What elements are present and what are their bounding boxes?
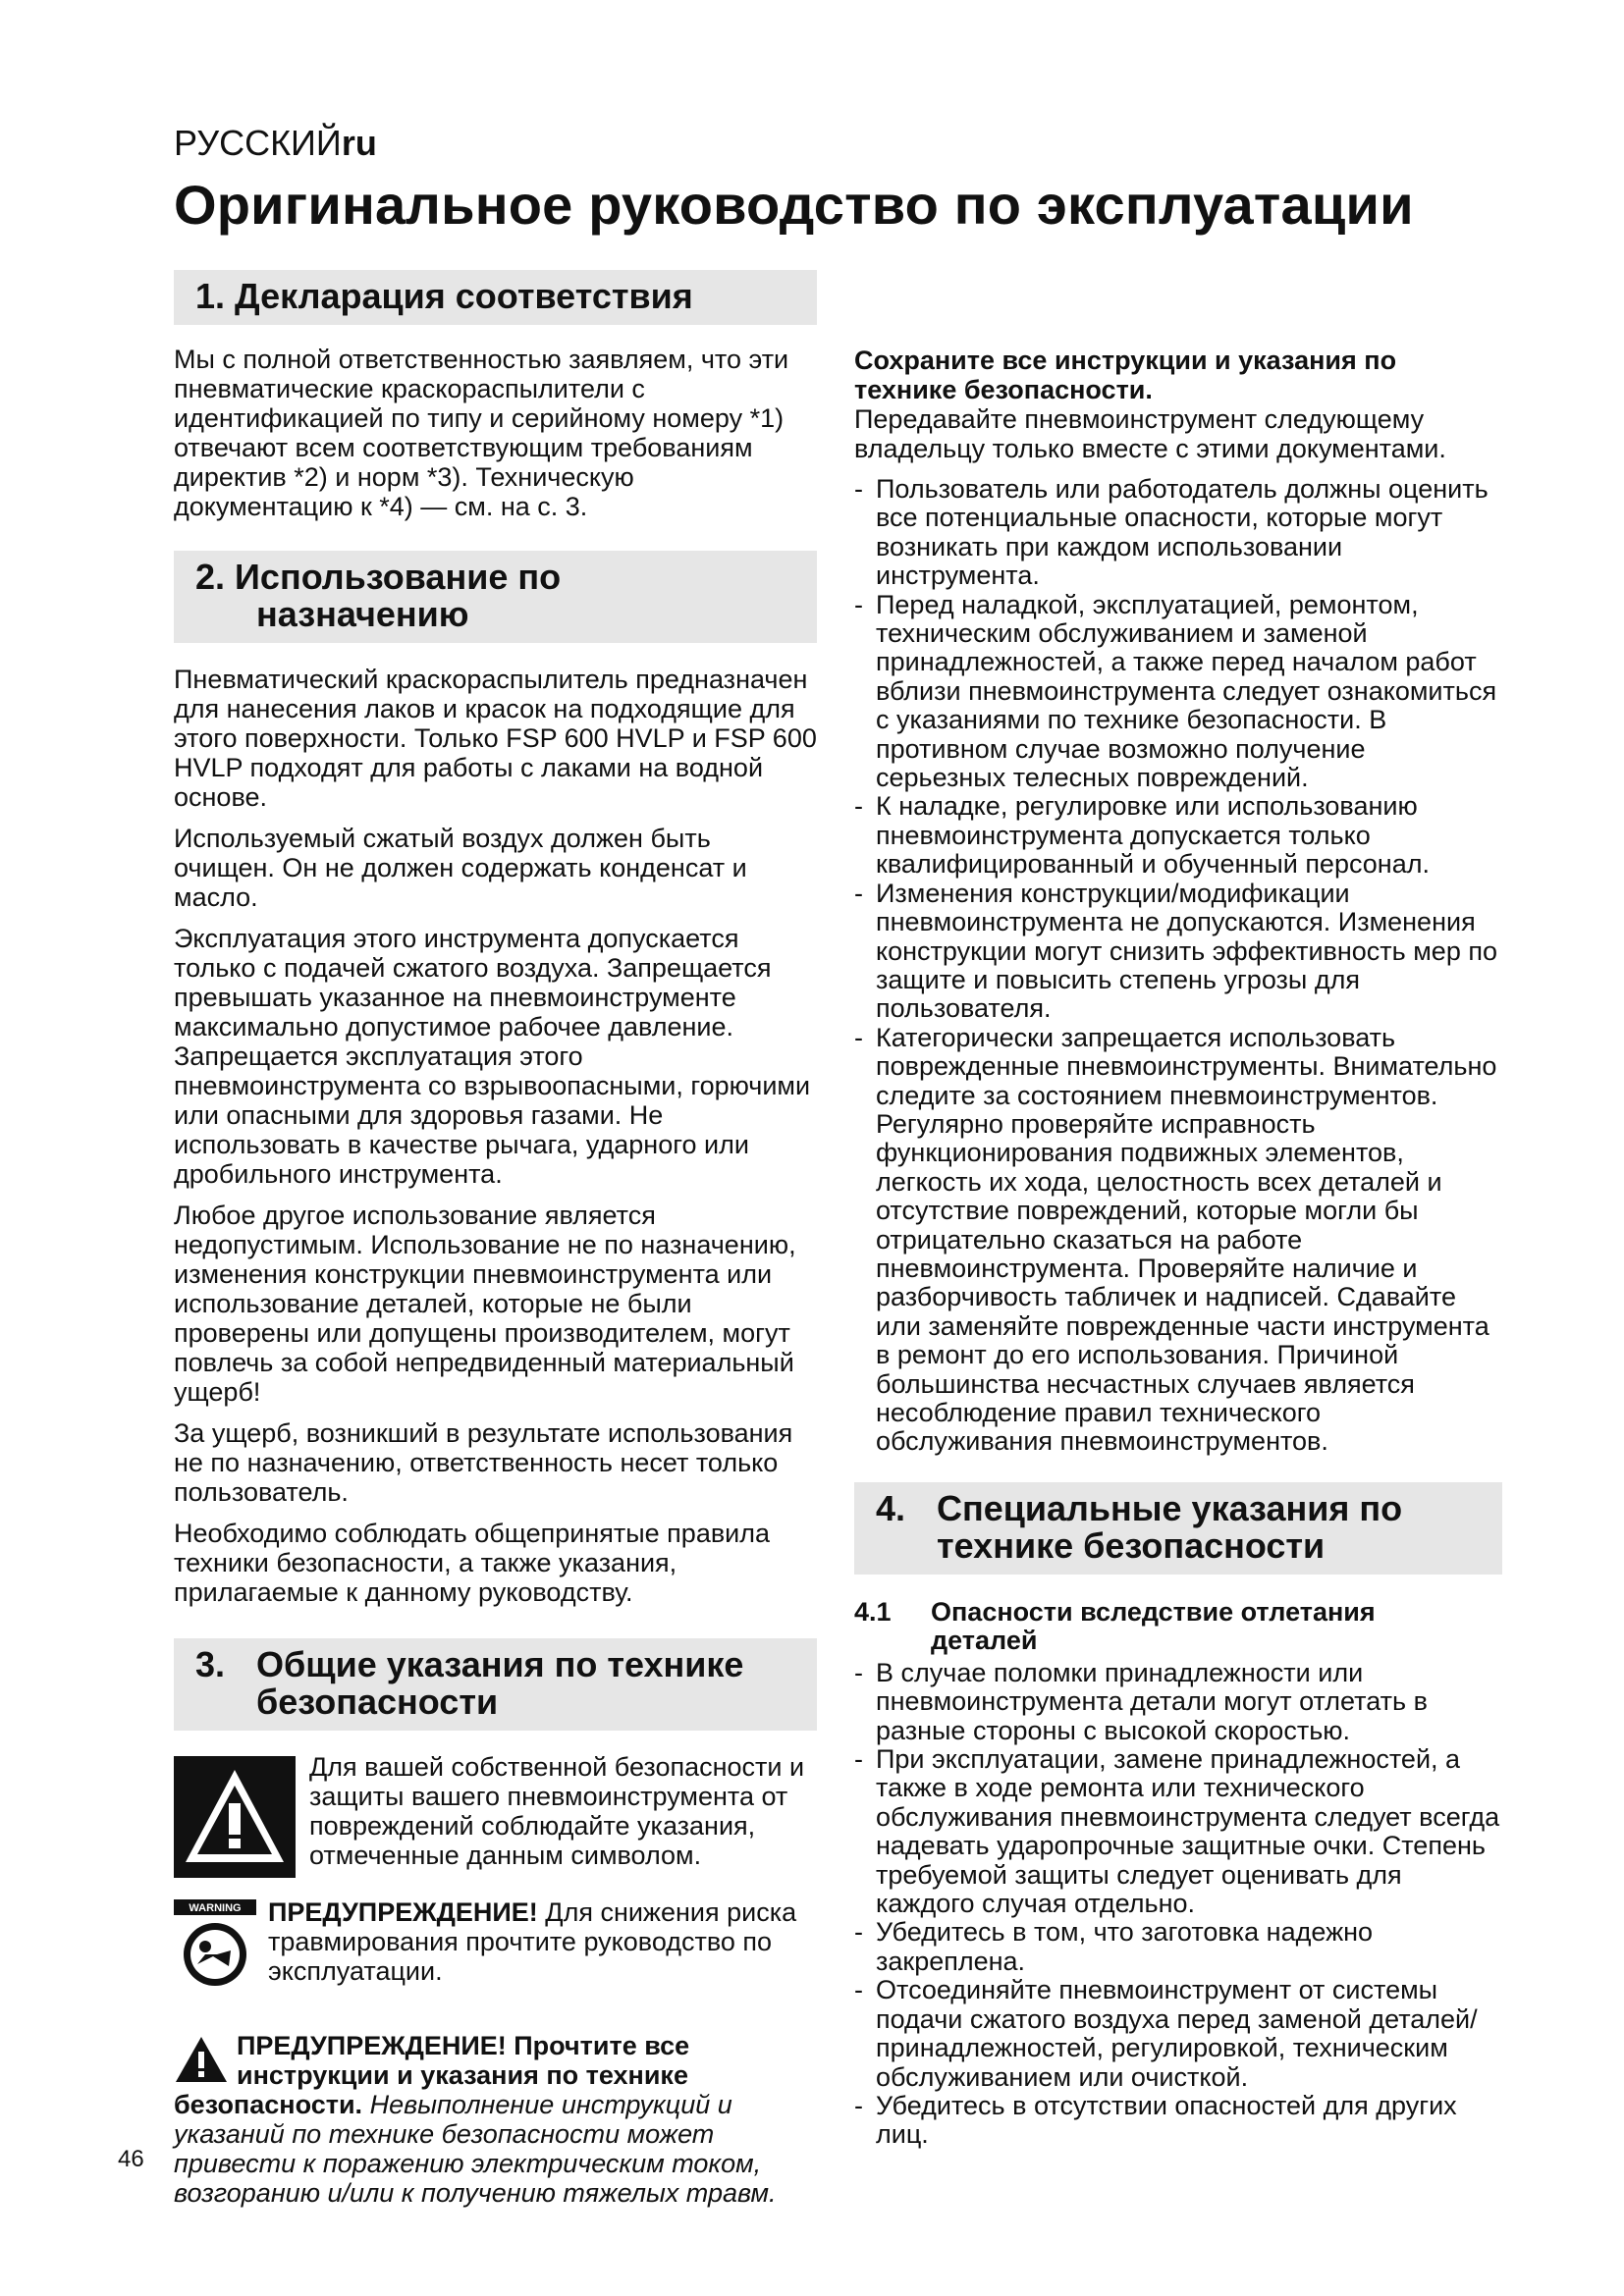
list-item: - Изменения конструкции/модификации пневмоинструмента не допускаются. Изменения конструкции могут снизить эффективность мер по защите и повысить степень угрозы для пользователя. bbox=[854, 880, 1502, 1024]
list-item: - Убедитесь в том, что заготовка надежно закреплена. bbox=[854, 1918, 1502, 1976]
page-title: Оригинальное руководство по эксплуатации bbox=[174, 174, 1414, 236]
warning-triangle-icon bbox=[174, 1756, 296, 1878]
safety-symbol-text: Для вашей собственной безопасности и защиты вашего пневмоинструмента от повреждений соблюдайте указания, отмеченные данным символом. bbox=[309, 1752, 805, 1870]
warning-triangle-icon bbox=[174, 2035, 229, 2084]
language-label bbox=[174, 123, 377, 163]
page-number: 46 bbox=[118, 2146, 144, 2172]
right-column bbox=[854, 267, 1502, 2150]
paragraph: Мы с полной ответственностью заявляем, что эти пневматические краскораспылители с идентификацией по типу и серийному номеру *1) отвечают всем соответствующим требованиям директив *2) и норм *3). Техническую документацию к *4) — см. на с. 3. bbox=[174, 345, 789, 521]
section-number: 1. bbox=[195, 276, 226, 316]
paragraph: Любое другое использование является недопустимым. Использование не по назначению, изменения конструкции пневмоинструмента или использование деталей, которые не были проверены или допущены производителем, могут повлечь за собой непредвиденный материальный ущерб! bbox=[174, 1201, 796, 1407]
paragraph: Передавайте пневмоинструмент следующему владельцу только вместе с этими документами. bbox=[854, 404, 1446, 463]
section-1-heading bbox=[174, 270, 817, 325]
warning-italic: Невыполнение инструкций и указаний по технике безопасности может привести к поражению электрическим током, возгоранию и/или к получению тяжелых травм. bbox=[174, 2090, 777, 2208]
subsection-4-1-heading bbox=[854, 1598, 1502, 1655]
keep-instructions-title: Сохраните все инструкции и указания по технике безопасности. bbox=[854, 346, 1397, 404]
subsection-number: 4.1 bbox=[854, 1596, 892, 1627]
read-manual-warning bbox=[174, 1897, 817, 1986]
list-item: - К наладке, регулировке или использованию пневмоинструмента допускается только квалифицированный и обученный персонал. bbox=[854, 792, 1502, 879]
section-number: 3. bbox=[195, 1644, 226, 1684]
list-item: - Убедитесь в отсутствии опасностей для других лиц. bbox=[854, 2092, 1502, 2150]
section-title-line: Специальные указания по bbox=[937, 1487, 1403, 1528]
left-column bbox=[174, 270, 817, 2208]
list-item: - В случае поломки принадлежности или пневмоинструмента детали могут отлетать в разные стороны с высокой скоростью. bbox=[854, 1659, 1502, 1745]
read-manual-icon bbox=[174, 1899, 256, 1990]
paragraph: Пневматический краскораспылитель предназначен для нанесения лаков и красок на подходящие для этого поверхности. Только FSP 600 HVLP и FSP 600 HVLP подходят для работы с лаками на водной основе. bbox=[174, 665, 817, 812]
list-item: - Перед наладкой, эксплуатацией, ремонтом, техническим обслуживанием и заменой принадлежностей, а также перед началом работ вблизи пневмоинструмента следует ознакомиться с указаниями по технике безопасности. В противном случае возможно получение серьезных телесных повреждений. bbox=[854, 591, 1502, 793]
subsection-title-line: деталей bbox=[931, 1625, 1038, 1655]
flying-parts-list bbox=[854, 1659, 1502, 2150]
section-title-line: технике безопасности bbox=[937, 1524, 1326, 1566]
section-4-heading bbox=[854, 1482, 1502, 1575]
warning-bold: ПРЕДУПРЕЖДЕНИЕ! Прочтите все инструкции и указания по технике безопасности. bbox=[174, 2031, 690, 2119]
warning-text: Для снижения риска травмирования прочтите руководство по эксплуатации. bbox=[268, 1897, 797, 1986]
general-warning bbox=[174, 2031, 817, 2208]
section-number: 2. bbox=[195, 557, 226, 597]
warning-bold: ПРЕДУПРЕЖДЕНИЕ! bbox=[268, 1897, 538, 1927]
paragraph: Необходимо соблюдать общепринятые правила техники безопасности, а также указания, прилагаемые к данному руководству. bbox=[174, 1519, 771, 1607]
safety-symbol-note bbox=[174, 1752, 817, 1870]
section-title-line: назначению bbox=[256, 594, 469, 634]
list-item: - Пользователь или работодатель должны оценить все потенциальные опасности, которые могут возникать при каждом использовании инструмента. bbox=[854, 475, 1502, 591]
subsection-title-line: Опасности вследствие отлетания bbox=[931, 1596, 1376, 1627]
language-code: ru bbox=[341, 123, 377, 163]
section-title: Общие указания по технике безопасности bbox=[256, 1644, 744, 1722]
section-number: 4. bbox=[876, 1487, 906, 1528]
list-item: - Категорически запрещается использовать поврежденные пневмоинструменты. Внимательно следите за состоянием пневмоинструментов. Регулярно проверяйте исправность функционирования подвижных элементов, легкость их хода, целостность всех деталей и отсутствие повреждений, которые могли бы отрицательно сказаться на работе пневмоинструмента. Проверяйте наличие и разборчивость табличек и надписей. Сдавайте или заменяйте поврежденные части инструмента в ремонт до его использования. Причиной большинства несчастных случаев является несоблюдение правил технического обслуживания пневмоинструментов. bbox=[854, 1024, 1502, 1457]
language-name: РУССКИЙ bbox=[174, 123, 342, 163]
list-item: - При эксплуатации, замене принадлежностей, а также в ходе ремонта или технического обслуживания пневмоинструмента следует всегда надевать ударопрочные защитные очки. Степень требуемой защиты следует оценивать для каждого случая отдельно. bbox=[854, 1745, 1502, 1918]
section-title-line: Использование по bbox=[235, 557, 562, 597]
paragraph: Используемый сжатый воздух должен быть очищен. Он не должен содержать конденсат и масло. bbox=[174, 824, 747, 912]
safety-list bbox=[854, 475, 1502, 1457]
section-2-heading bbox=[174, 551, 817, 643]
warning-label: WARNING bbox=[189, 1902, 242, 1914]
list-item: - Отсоединяйте пневмоинструмент от системы подачи сжатого воздуха перед заменой деталей/принадлежностей, регулировкой, техническим обслуживанием или очисткой. bbox=[854, 1976, 1502, 2092]
section-3-heading bbox=[174, 1638, 817, 1731]
paragraph: За ущерб, возникший в результате использования не по назначению, ответственность несет только пользователь. bbox=[174, 1418, 793, 1507]
paragraph: Эксплуатация этого инструмента допускается только с подачей сжатого воздуха. Запрещается превышать указанное на пневмоинструменте максимально допустимое рабочее давление. Запрещается эксплуатация этого пневмоинструмента со взрывоопасными, горючими или опасными для здоровья газами. Не использовать в качестве рычага, ударного или дробильного инструмента. bbox=[174, 924, 811, 1189]
section-title: Декларация соответствия bbox=[235, 276, 693, 316]
